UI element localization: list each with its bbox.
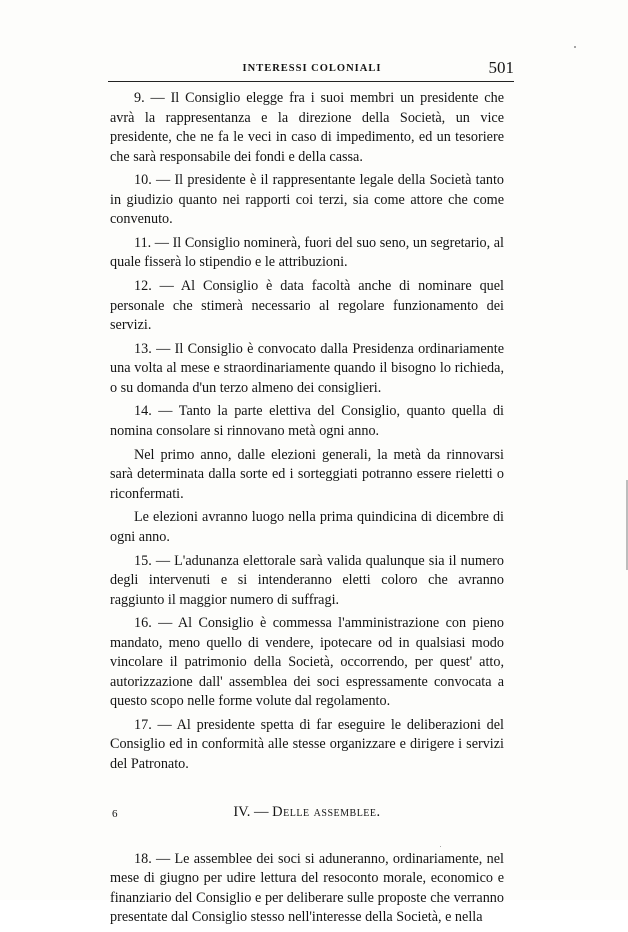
paragraph-article-14: 14. — Tanto la parte elettiva del Consiglio, quanto quella di nomina consolare si rinnovano metà ogni anno.	[110, 403, 504, 439]
paragraph-article-12: 12. — Al Consiglio è data facoltà anche di nominare quel personale che stimerà necessario al regolare funzionamento dei servizi.	[110, 278, 504, 334]
paragraph-article-11: 11. — Il Consiglio nominerà, fuori del suo seno, un segretario, al quale fisserà lo stipendio e le attribuzioni.	[110, 234, 504, 271]
paragraph-article-9: 9. — Il Consiglio elegge fra i suoi membri un presidente che avrà la rappresentanza e la direzione della Società, un vice presidente, che ne fa le veci in caso di impedimento, ed un tesoriere che sarà responsabile dei fondi e della cassa.	[110, 90, 504, 165]
paper-speck	[574, 46, 576, 48]
running-title: INTERESSI COLONIALI	[242, 63, 382, 74]
paragraph-article-10: 10. — Il presidente è il rappresentante legale della Società tanto in giudizio quanto nei rapporti coi terzi, sia come attore che come convenuto.	[110, 172, 504, 228]
page-number: 501	[488, 58, 514, 77]
section-heading	[110, 803, 504, 823]
paragraph-article-16: 16. — Al Consiglio è commessa l'amministrazione con pieno mandato, meno quello di vendere, ipotecare od in qualsiasi modo vincolare il patrimonio della Società, occorrendo, per quest' atto, autorizzazione dall' assemblea dei soci espressamente convocata a questo scopo nelle forme volute dal regolamento.	[110, 615, 504, 710]
paragraph-article-13: 13. — Il Consiglio è convocato dalla Presidenza ordinariamente una volta al mese e straordinariamente quando il bisogno lo richieda, o su domanda d'un terzo almeno dei consiglieri.	[110, 340, 504, 396]
paper-speck	[440, 846, 441, 847]
paragraph-article-18: 18. — Le assemblee dei soci si aduneranno, ordinariamente, nel mese di giugno per udire lettura del resoconto morale, economico e finanziario del Consiglio e per deliberare sulle proposte che verranno presentate dal Consiglio stesso nell'interesse della Società, e nella	[110, 850, 504, 926]
header-rule	[108, 81, 514, 82]
body-text	[110, 89, 504, 932]
paragraph-first-year: Nel primo anno, dalle elezioni generali, la metà da rinnovarsi sarà determinata dalla sorte ed i sorteggiati potranno essere rieletti o riconfermati.	[110, 446, 504, 502]
section-prefix: IV. —	[233, 804, 273, 821]
paragraph-article-15: 15. — L'adunanza elettorale sarà valida qualunque sia il numero degli intervenuti e si intenderanno eletti coloro che avranno raggiunto il maggior numero di suffragi.	[110, 552, 504, 608]
section-title: Delle assemblee.	[272, 804, 381, 821]
page-header	[110, 60, 514, 82]
paragraph-article-17: 17. — Al presidente spetta di far eseguire le deliberazioni del Consiglio ed in conformità alle stesse organizzare e dirigere i servizi del Patronato.	[110, 716, 504, 772]
paragraph-elections: Le elezioni avranno luogo nella prima quindicina di dicembre di ogni anno.	[110, 509, 504, 545]
signature-mark: 6	[112, 808, 118, 820]
